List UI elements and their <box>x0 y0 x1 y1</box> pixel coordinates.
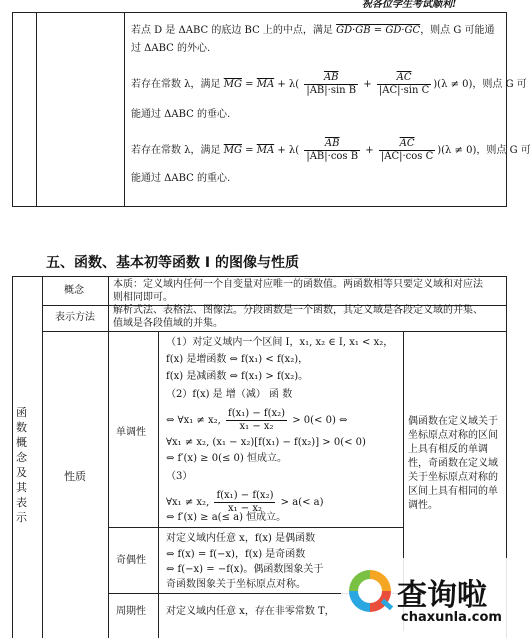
top-frame-right-border <box>506 12 507 207</box>
parity-line-4: 奇函数图象关于坐标原点对称。 <box>166 579 306 590</box>
table-row-divider-2 <box>42 331 507 332</box>
concept-label: 概念 <box>64 285 84 296</box>
watermark-brand: 查询啦 <box>397 578 487 613</box>
row-group-label: 函数概念及其表示 <box>16 406 27 524</box>
difference-quotient-2: $\frac{\text{f(x₁) − f(x₂)}}{\text{x₁ − x₂}}$ <box>216 490 274 514</box>
mono-line-10: ⇔ f′(x) ≥ a(≤ a) 恒成立。 <box>166 512 287 523</box>
top-frame-left-border <box>12 12 13 207</box>
mono-line-8: （3） <box>166 471 193 482</box>
top-frame-col-divider-1 <box>36 12 37 207</box>
representation-label: 表示方法 <box>55 312 95 323</box>
vector-property-line-3: 若存在常数 λ，满足 $\overline{MG} = \overline{MA} + \lambda$( $\frac{\overline{AB}}{\text{|AB|·sin B}}$ + $\frac{\overline{AC}}{\text{|AC|·sin C}}$ )(λ ≠ 0)，则点 G 可 <box>131 72 527 96</box>
monotonicity-note: 偶函数在定义域关于坐标原点对称的区间上具有相反的单调性，奇函数在定义域关于坐标原点对称的区间上具有相同的单调性。 <box>408 416 498 511</box>
mono-line-5: ⇔ ∀x₁ ≠ x₂, $\frac{\text{f(x₁) − f(x₂)}}{\text{x₁ − x₂}}$ > 0(< 0) ⇔ <box>166 408 348 432</box>
top-frame-top-border <box>12 12 507 13</box>
section-title: 五、函数、基本初等函数 I 的图像与性质 <box>46 255 299 271</box>
mono-line-2: f(x) 是增函数 ⇔ f(x₁) < f(x₂)， <box>166 354 309 365</box>
top-frame-col-divider-2 <box>124 12 125 207</box>
top-frame-bottom-border <box>12 206 507 207</box>
representation-text-2: 值域是各段值域的并集。 <box>113 318 223 329</box>
parity-line-1: 对定义域内任意 x，f(x) 是偶函数 <box>166 533 316 544</box>
parity-line-2: ⇔ f(x) = f(−x)，f(x) 是奇函数 <box>166 549 306 560</box>
fraction-ab-cos: $\frac{\overline{AB}}{\text{|AB|·cos B}}$ <box>306 138 359 162</box>
mono-line-3: f(x) 是减函数 ⇔ f(x₁) > f(x₂)。 <box>166 371 309 382</box>
vector-property-line-2: 过 ΔABC 的外心. <box>131 43 211 54</box>
periodicity-text: 对定义域内任意 x，存在非零常数 T， <box>166 606 335 617</box>
watermark-domain: chaxunla.com <box>401 610 502 625</box>
mono-line-1: （1）对定义域内一个区间 I，x₁, x₂ ∈ I, x₁ < x₂， <box>166 337 394 348</box>
fraction-ab-sin: $\frac{\overline{AB}}{\text{|AB|·sin B}}$ <box>306 72 357 96</box>
periodicity-label: 周期性 <box>116 606 146 617</box>
vector-property-line-5: 若存在常数 λ，满足 $\overline{MG} = \overline{MA} + \lambda$( $\frac{\overline{AB}}{\text{|AB|·cos B}}$ + $\frac{\overline{AC}}{\text{|AC|·cos C}}$ )(λ ≠ 0)，则点 G 可 <box>131 138 531 162</box>
fraction-ac-cos: $\frac{\overline{AC}}{\text{|AC|·cos C}}$ <box>380 138 434 162</box>
header-note: 祝各位学生考试顺利! <box>362 0 457 10</box>
monotonicity-label: 单调性 <box>116 427 146 438</box>
mono-line-7: ⇔ f′(x) ≥ 0(≤ 0) 恒成立。 <box>166 453 287 464</box>
table-left-border <box>12 276 13 638</box>
property-label: 性质 <box>64 470 86 483</box>
mono-line-6: ∀x₁ ≠ x₂, (x₁ − x₂)[f(x₁) − f(x₂)] > 0(< 0) <box>166 437 366 448</box>
vector-property-line-4: 能通过 ΔABC 的垂心. <box>131 109 231 120</box>
table-col-divider-3 <box>158 331 159 638</box>
chaxunla-watermark <box>341 558 516 638</box>
parity-line-3: ⇔ f(−x) = −f(x)。偶函数图象关于 <box>166 564 324 575</box>
mono-line-4: （2）f(x) 是 增（减） 函 数 <box>166 389 293 400</box>
representation-text-1: 解析式法、表格法、图像法。分段函数是一个函数，其定义域是各段定义域的并集、 <box>113 305 483 316</box>
vector-property-line-1: 若点 D 是 ΔABC 的底边 BC 上的中点，满足 GD·GB = GD·GC，则点 G 可能通 <box>131 25 495 36</box>
concept-text-2: 则相同即可。 <box>113 292 173 303</box>
vector-property-line-6: 能通过 ΔABC 的重心. <box>131 173 231 184</box>
mono-line-9: ∀x₁ ≠ x₂, $\frac{\text{f(x₁) − f(x₂)}}{\text{x₁ − x₂}}$ > a(< a) <box>166 490 324 514</box>
fraction-ac-sin: $\frac{\overline{AC}}{\text{|AC|·sin C}}$ <box>378 72 430 96</box>
difference-quotient-1: $\frac{\text{f(x₁) − f(x₂)}}{\text{x₁ − x₂}}$ <box>228 408 286 432</box>
concept-text-1: 本质：定义域内任何一个自变量对应唯一的函数值。两函数相等只要定义域和对应法 <box>113 279 483 290</box>
parity-label: 奇偶性 <box>116 555 146 566</box>
table-row-divider-3 <box>108 527 404 528</box>
table-top-border <box>12 276 507 277</box>
